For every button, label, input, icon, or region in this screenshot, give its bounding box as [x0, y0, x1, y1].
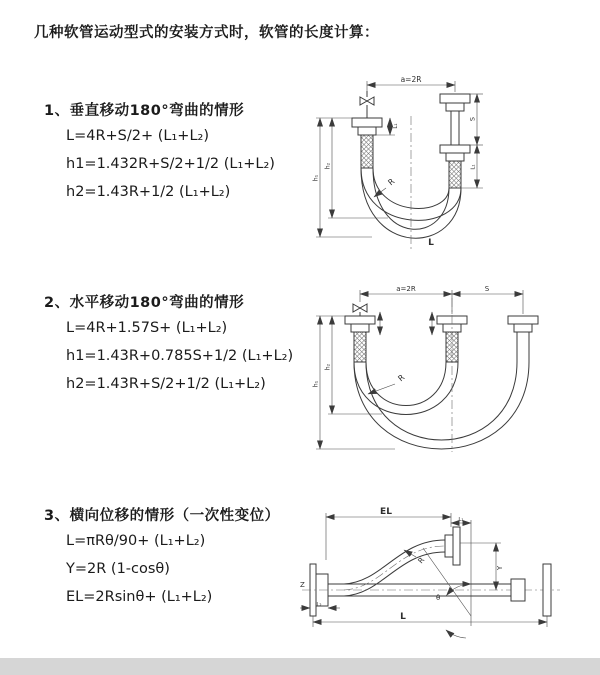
formula-el: EL=2Rsinθ+ (L₁+L₂)	[66, 589, 213, 605]
dim-label-theta: θ	[436, 594, 441, 602]
angle-theta	[423, 548, 471, 638]
valve-icon	[360, 91, 374, 118]
figure-vertical-180-bend	[310, 68, 590, 258]
dim-y	[460, 543, 504, 590]
dim-label-r: R	[396, 372, 407, 384]
dim-end-fittings	[380, 312, 432, 335]
section-2	[44, 292, 293, 398]
formula-l: L=4R+1.57S+ (L₁+L₂)	[66, 320, 228, 336]
left-flange	[345, 316, 375, 332]
formula-h1: h1=1.43R+0.785S+1/2 (L₁+L₂)	[66, 348, 294, 364]
formula-h2: h2=1.43R+1/2 (L₁+L₂)	[66, 184, 231, 200]
dim-label-l1-left: L₁	[393, 123, 399, 129]
section-1	[44, 100, 275, 206]
left-flange	[352, 118, 382, 135]
right-flange	[508, 316, 538, 332]
section-1-heading: 1、垂直移动180°弯曲的情形	[44, 103, 245, 119]
dim-label-l: L	[400, 612, 406, 622]
formula-l: L=4R+S/2+ (L₁+L₂)	[66, 128, 209, 144]
dim-el	[326, 507, 451, 560]
upper-flange	[445, 527, 460, 565]
page-title: 几种软管运动型式的安装方式时，软管的长度计算：	[34, 25, 379, 41]
dim-l1	[451, 517, 471, 523]
formula-l: L=πRθ/90+ (L₁+L₂)	[66, 533, 206, 549]
right-flange-lower	[440, 145, 470, 161]
dim-l2	[300, 602, 340, 608]
datum-label-z: Z	[300, 581, 305, 589]
dim-label-s: S	[468, 116, 477, 122]
left-hose-braid	[361, 135, 373, 168]
dim-label-s: S	[484, 285, 490, 293]
dim-label-a2r: a=2R	[400, 75, 422, 84]
valve-icon	[353, 304, 367, 316]
dim-l	[313, 612, 547, 627]
left-hose-braid	[354, 332, 366, 362]
hose-u-curves	[354, 362, 529, 449]
section-2-heading: 2、水平移动180°弯曲的情形	[44, 295, 245, 311]
section-3	[44, 505, 280, 611]
dim-label-r: R	[415, 555, 427, 566]
formula-y: Y=2R (1-cosθ)	[66, 561, 170, 577]
dim-label-h1: h₁	[312, 380, 320, 388]
dim-a2r	[360, 285, 523, 314]
formula-h1: h1=1.432R+S/2+1/2 (L₁+L₂)	[66, 156, 275, 172]
formula-h2: h2=1.43R+S/2+1/2 (L₁+L₂)	[66, 376, 266, 392]
figure-lateral-displacement	[298, 500, 598, 650]
dim-label-r: R	[386, 176, 397, 188]
figure-horizontal-180-bend	[310, 282, 600, 457]
right-hose-braid	[449, 161, 461, 188]
dim-label-a2r: a=2R	[396, 285, 416, 293]
radius-callout	[368, 373, 407, 394]
right-flange-top	[440, 94, 470, 111]
page-bottom-bar	[0, 658, 600, 675]
dim-label-h2: h₂	[324, 363, 332, 371]
dim-label-h1: h₁	[312, 174, 320, 182]
dim-label-h2: h₂	[324, 162, 332, 170]
dim-label-el: EL	[380, 507, 392, 517]
dim-label-l: L	[428, 238, 434, 248]
hose-s-curve	[344, 540, 445, 596]
dim-a2r	[367, 75, 455, 95]
dim-label-l2: L₂	[316, 602, 322, 608]
section-3-heading: 3、横向位移的情形（一次性变位）	[44, 508, 280, 524]
dim-label-y: Y	[496, 565, 504, 571]
dim-label-l1-end: L₁	[470, 164, 477, 170]
dim-label-l1: L₁	[458, 517, 464, 523]
